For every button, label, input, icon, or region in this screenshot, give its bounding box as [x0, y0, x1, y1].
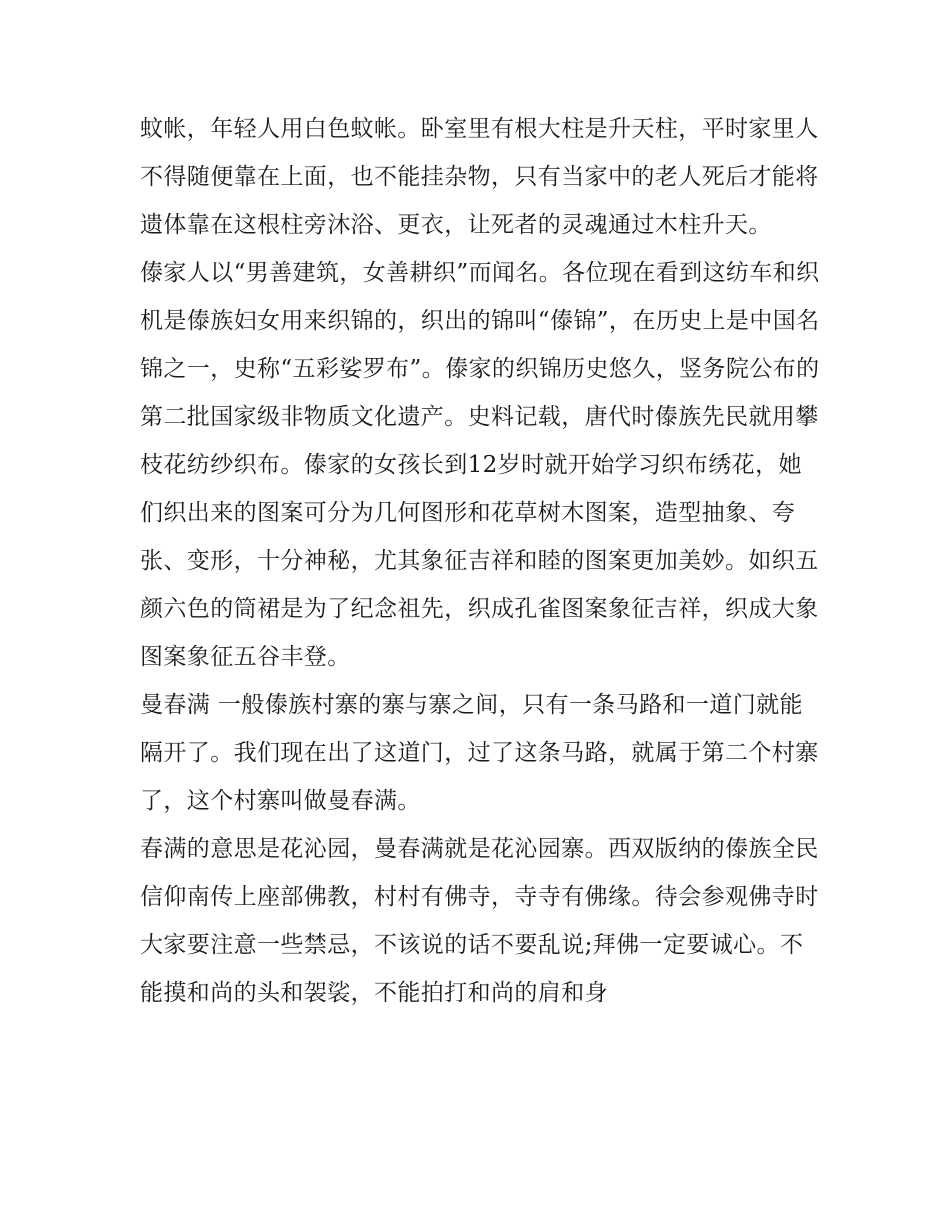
paragraph-mosquito-net-pillar: 蚊帐，年轻人用白色蚊帐。卧室里有根大柱是升天柱，平时家里人不得随便靠在上面，也不能挂杂物，只有当家中的老人死后才能将遗体靠在这根柱旁沐浴、更衣，让死者的灵魂通过木柱升天。: [140, 116, 819, 238]
paragraph-buddhist-temple: 春满的意思是花沁园，曼春满就是花沁园寨。西双版纳的傣族全民信仰南传上座部佛教，村村有佛寺，寺寺有佛缘。待会参观佛寺时大家要注意一些禁忌，不该说的话不要乱说;拜佛一定要诚心。不能摸和尚的头和袈裟，不能拍打和尚的肩和身: [140, 836, 819, 1006]
paragraph-dai-brocade: 傣家人以“男善建筑，女善耕织”而闻名。各位现在看到这纺车和织机是傣族妇女用来织锦的，织出的锦叫“傣锦”，在历史上是中国名锦之一，史称“五彩娑罗布”。傣家的织锦历史悠久，竖务院公布的第二批国家级非物质文化遗产。史料记载，唐代时傣族先民就用攀枝花纺纱织布。傣家的女孩长到12岁时就开始学习织布绣花，她们织出来的图案可分为几何图形和花草树木图案，造型抽象、夸张、变形，十分神秘，尤其象征吉祥和睦的图案更加美妙。如织五颜六色的筒裙是为了纪念祖先，织成孔雀图案象征吉祥，织成大象图案象征五谷丰登。: [140, 260, 820, 670]
body-text: [140, 105, 820, 1017]
paragraph-manchunman: 曼春满 一般傣族村寨的寨与寨之间，只有一条马路和一道门就能隔开了。我们现在出了这道门，过了这条马路，就属于第二个村寨了，这个村寨叫做曼春满。: [140, 692, 819, 814]
